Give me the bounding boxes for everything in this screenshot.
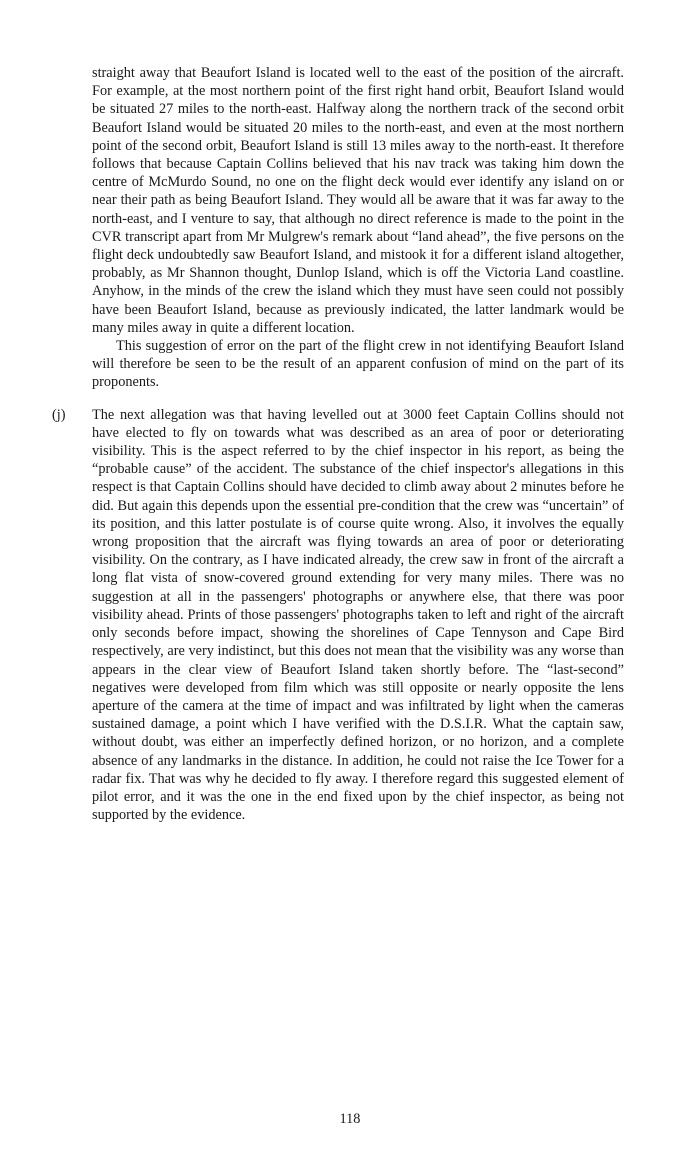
page-number: 118 (339, 1111, 361, 1127)
body-paragraph-2: This suggestion of error on the part of the flight crew in not identifying Beaufort Island will therefore be seen to be the result of an apparent confusion of mind on the part of its proponents. (92, 338, 624, 391)
list-item-j (52, 406, 624, 825)
list-item-label: (j) (52, 406, 66, 423)
list-item-text: The next allegation was that having levelled out at 3000 feet Captain Collins should not have elected to fly on towards what was described as an area of poor or deteriorating visibility. This is the aspect referred to by the chief inspector in his report, as being the “probable cause” of the accident. The substance of the chief inspector's allegations in this respect is that Captain Collins should have decided to climb away about 2 minutes before he did. But again this depends upon the essential pre-condition that the crew was “uncertain” of its position, and this latter postulate is of course quite wrong. Also, it involves the equally wrong proposition that the aircraft was flying towards an area of poor or deteriorating visibility. On the contrary, as I have indicated already, the crew saw in front of the aircraft a long flat vista of snow-covered ground extending for very many miles. There was no suggestion at all in the passengers' photographs or anywhere else, that there was poor visibility ahead. Prints of those passengers' photographs taken to left and right of the aircraft only seconds before impact, showing the shorelines of Cape Tennyson and Cape Bird respectively, are very indistinct, but this does not mean that the visibility was any worse than appears in the clear view of Beaufort Island taken shortly before. The “last-second” negatives were developed from film which was still opposite or nearly opposite the lens aperture of the camera at the time of impact and was infiltrated by light when the cameras sustained damage, a point which I have verified with the D.S.I.R. What the captain saw, without doubt, was either an imperfectly defined horizon, or no horizon, and a complete absence of any landmarks in the distance. In addition, he could not raise the Ice Tower for a radar fix. That was why he decided to fly away. I therefore regard this suggested element of pilot error, and it was the one in the end fixed upon by the chief inspector, as being not supported by the evidence. (92, 406, 624, 824)
body-paragraph-1: straight away that Beaufort Island is located well to the east of the position of the aircraft. For example, at the most northern point of the first right hand orbit, Beaufort Island would be situated 27 miles to the north-east. Halfway along the northern track of the second orbit Beaufort Island would be situated 20 miles to the north-east, and even at the most northern point of the second orbit, Beaufort Island is still 13 miles away to the north-east. It therefore follows that because Captain Collins believed that his nav track was taking him down the centre of McMurdo Sound, no one on the flight deck would ever identify any island on or near their path as being Beaufort Island. They would all be aware that it was far away to the north-east, and I venture to say, that although no direct reference is made to the point in the CVR transcript apart from Mr Mulgrew's remark about “land ahead”, the five persons on the flight deck undoubtedly saw Beaufort Island, and mistook it for a different island altogether, probably, as Mr Shannon thought, Dunlop Island, which is off the Victoria Land coastline. Anyhow, in the minds of the crew the island which they must have seen could not possibly have been Beaufort Island, because as previously indicated, the latter landmark would be many miles away in quite a different location. (92, 65, 624, 336)
page-body (52, 64, 624, 824)
